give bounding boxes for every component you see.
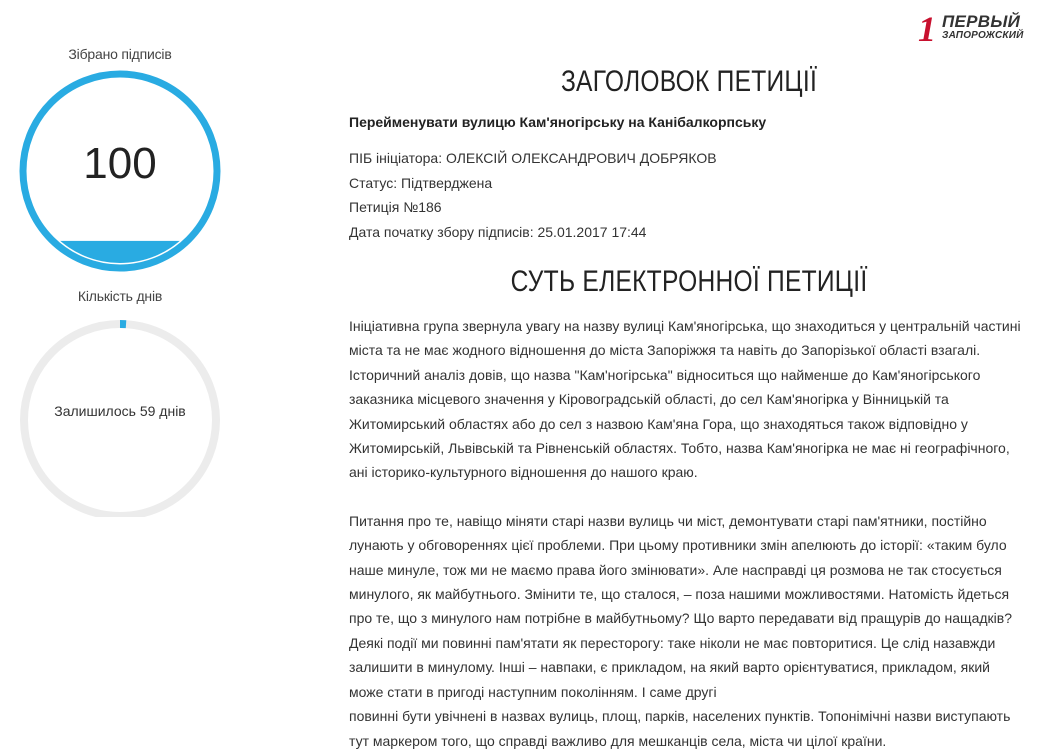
petition-header: ЗАГОЛОВОК ПЕТИЦІЇ (410, 60, 968, 104)
essence-paragraph-1: Ініціативна група звернула увагу на назву вулиці Кам'яногірська, що знаходиться у центральній частині міста та не має жодного відношення до міста Запоріжжя та навіть до Запорізької області взагалі. Історичний аналіз довів, що назва "Кам'ногірська" відноситься що найменше до Кам'яногірського заказника місцевого значення у Кіровоградській області, до сел Кам'яногірка у Вінницькій та Житомирський областях або до сел з назвою Кам'яна Гора, що знаходяться також відповідно у Житомирській, Львівській та Рівненській областях. Тобто, назва Кам'яногірка не має ні географічного, ані історико-культурного відношення до нашого краю. (349, 314, 1025, 485)
days-ring-track (24, 324, 216, 516)
essence-header: СУТЬ ЕЛЕКТРОННОЇ ПЕТИЦІЇ (410, 260, 968, 304)
logo-number: 1 (918, 8, 936, 50)
logo-word-primary: ПЕРВЫЙ (942, 12, 1020, 32)
essence-paragraph-2a: Питання про те, навіщо міняти старі назви вулиць чи міст, демонтувати старі пам'ятники, постійно лунають у обговореннях цієї проблеми. При цьому противники змін апелюють до історії: «таким було наше минуле, тож ми не маємо права його змінювати». Але насправді ця розмова не так стосується минулого, як майбутнього. Змінити те, що сталося, – поза нашими можливостями. Натомість йдеться про те, що з минулого нам потрібне в майбутньому? Що варто передавати від пращурів до нащадків? Деякі події ми повинні пам'ятати як пересторогу: таке ніколи не має повторитися. Це слід назавжди залишити в минулому. Інші – навпаки, є прикладом, на який варто орієнтуватися, прикладом, який може стати в пригоді наступним поколінням. І саме другі (349, 509, 1025, 704)
petition-start-date: Дата початку збору підписів: 25.01.2017 17:44 (349, 220, 1029, 245)
essence-paragraph-2 (349, 509, 1025, 753)
petition-number: Петиція №186 (349, 195, 1029, 220)
petition-meta (349, 146, 1029, 244)
petition-initiator: ПІБ ініціатора: ОЛЕКСІЙ ОЛЕКСАНДРОВИЧ ДОБРЯКОВ (349, 146, 1029, 171)
signatures-count: 100 (18, 139, 222, 189)
days-gauge (18, 313, 222, 517)
signatures-fill (18, 241, 222, 265)
logo-word-secondary: ЗАПОРОЖСКИЙ (942, 30, 1024, 41)
petition-content (349, 60, 1029, 753)
days-remaining: Залишилось 59 днів (18, 403, 222, 419)
essence-body (349, 314, 1025, 753)
signatures-caption: Зібрано підписів (0, 46, 240, 62)
signatures-gauge (18, 69, 222, 273)
petition-status: Статус: Підтверджена (349, 171, 1029, 196)
essence-paragraph-2b: повинні бути увічнені в назвах вулиць, площ, парків, населених пунктів. Топонімічні назви виступають тут маркером того, що справді важливо для мешканців села, міста чи цілої країни. (349, 704, 1025, 753)
stats-column (0, 0, 240, 729)
site-logo[interactable] (918, 12, 1028, 44)
days-caption: Кількість днів (0, 288, 240, 304)
petition-title: Перейменувати вулицю Кам'яногірську на Канібалкорпську (349, 112, 1029, 132)
